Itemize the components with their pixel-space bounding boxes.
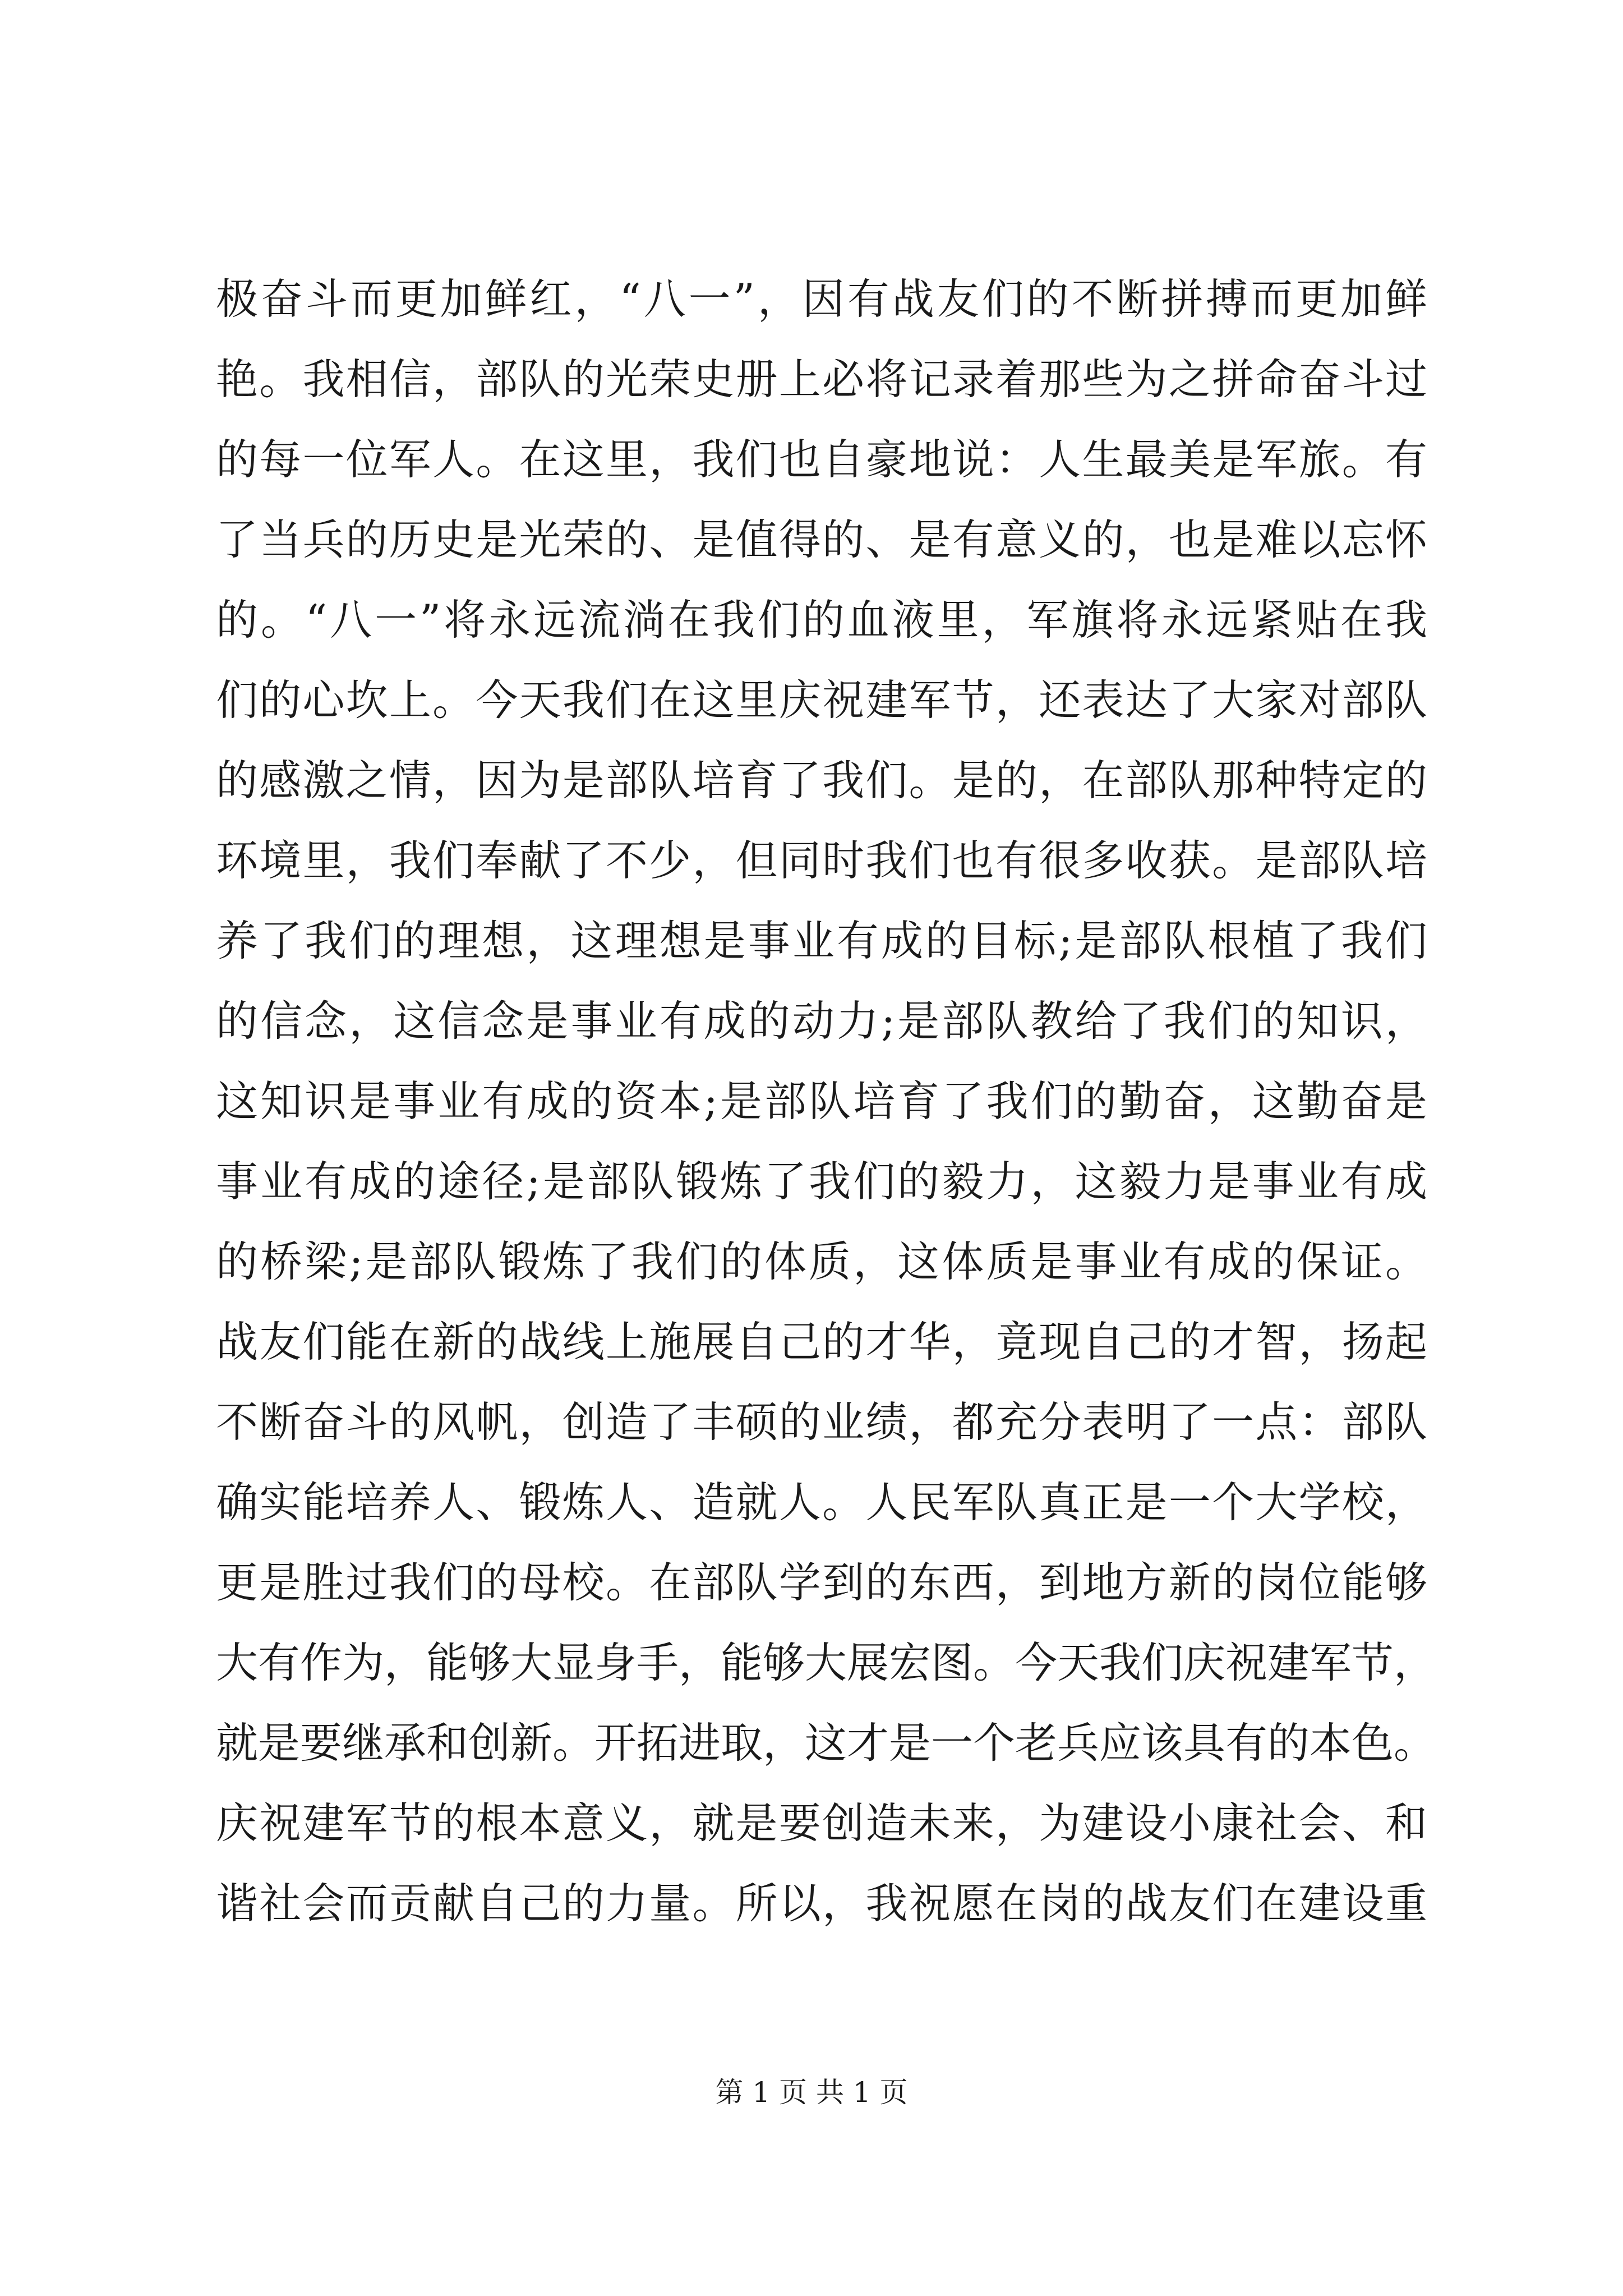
text-line: 环境里，我们奉献了不少，但同时我们也有很多收获。是部队培 [216, 836, 1427, 885]
text-line: 这知识是事业有成的资本;是部队培育了我们的勤奋，这勤奋是 [216, 1076, 1427, 1126]
text-line: 们的心坎上。今天我们在这里庆祝建军节，还表达了大家对部队 [216, 675, 1427, 725]
body-text [216, 259, 1436, 1944]
text-line: 事业有成的途径;是部队锻炼了我们的毅力，这毅力是事业有成 [216, 1157, 1427, 1206]
text-line: 的感激之情，因为是部队培育了我们。是的，在部队那种特定的 [216, 756, 1427, 805]
page-footer: 第 1 页 共 1 页 [715, 2076, 908, 2109]
text-line: 谐社会而贡献自己的力量。所以，我祝愿在岗的战友们在建设重 [216, 1879, 1427, 1928]
text-line: 养了我们的理想，这理想是事业有成的目标;是部队根植了我们 [216, 916, 1427, 965]
text-line: 的桥梁;是部队锻炼了我们的体质，这体质是事业有成的保证。 [216, 1237, 1427, 1286]
text-line: 不断奋斗的风帆，创造了丰硕的业绩，都充分表明了一点：部队 [216, 1397, 1427, 1447]
text-line: 大有作为，能够大显身手，能够大展宏图。今天我们庆祝建军节， [216, 1638, 1436, 1687]
text-line: 就是要继承和创新。开拓进取，这才是一个老兵应该具有的本色。 [216, 1718, 1436, 1768]
text-line: 的信念，这信念是事业有成的动力;是部队教给了我们的知识， [216, 996, 1427, 1046]
text-line: 的每一位军人。在这里，我们也自豪地说：人生最美是军旅。有 [216, 435, 1427, 484]
text-line: 庆祝建军节的根本意义，就是要创造未来，为建设小康社会、和 [216, 1798, 1427, 1848]
text-line: 极奋斗而更加鲜红，“八一”，因有战友们的不断拼搏而更加鲜 [216, 274, 1427, 324]
text-line: 更是胜过我们的母校。在部队学到的东西，到地方新的岗位能够 [216, 1558, 1427, 1607]
text-line: 了当兵的历史是光荣的、是值得的、是有意义的，也是难以忘怀 [216, 515, 1427, 564]
text-line: 的。“八一”将永远流淌在我们的血液里，军旗将永远紧贴在我 [216, 595, 1427, 645]
text-line: 战友们能在新的战线上施展自己的才华，竟现自己的才智，扬起 [216, 1317, 1427, 1366]
text-line: 艳。我相信，部队的光荣史册上必将记录着那些为之拼命奋斗过 [216, 355, 1427, 404]
text-line: 确实能培养人、锻炼人、造就人。人民军队真正是一个大学校， [216, 1478, 1427, 1527]
